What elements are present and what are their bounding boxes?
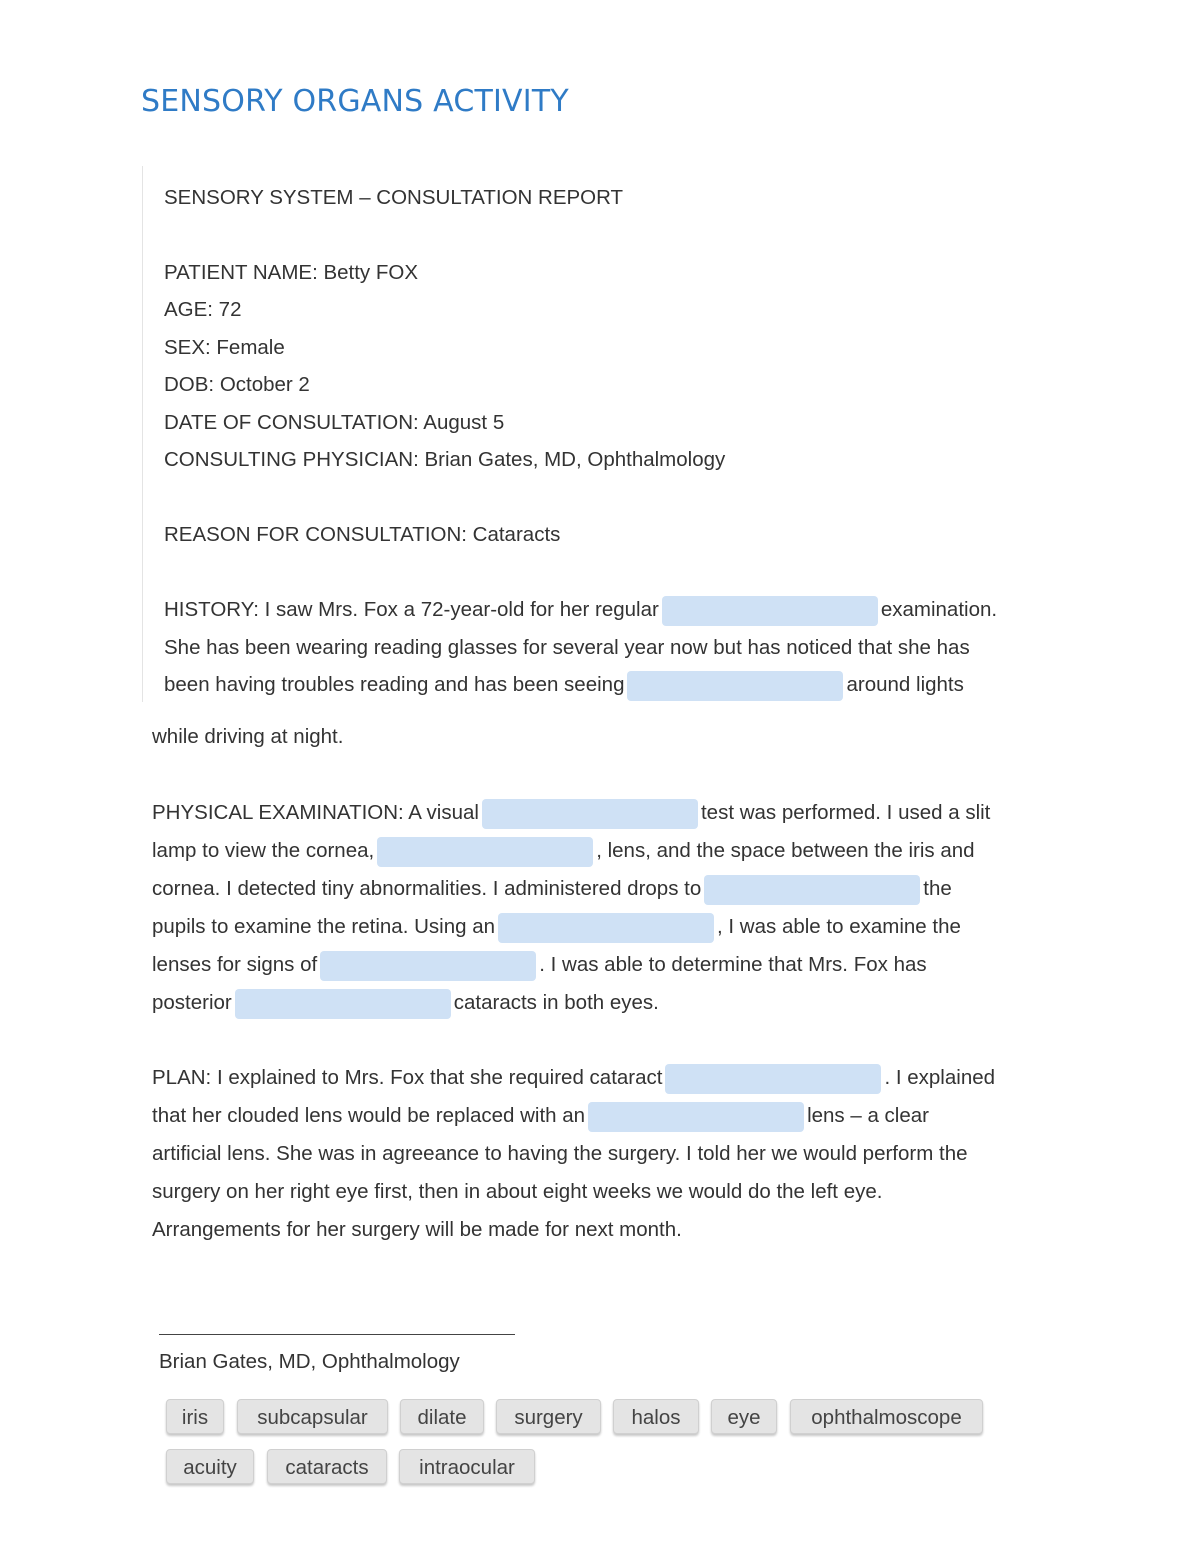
history-text: been having troubles reading and has been seeing [164, 673, 625, 696]
patient-age: AGE: 72 [164, 298, 242, 321]
history-text: examination. [880, 598, 998, 621]
history-text: around lights [846, 673, 964, 696]
word-chip-halos[interactable]: halos [613, 1399, 699, 1434]
plan-line-3: artificial lens. She was in agreeance to having the surgery. I told her we would perform the [152, 1142, 968, 1165]
signature-line [159, 1334, 515, 1335]
word-chip-cataracts[interactable]: cataracts [267, 1449, 387, 1484]
patient-name: PATIENT NAME: Betty FOX [164, 261, 419, 284]
plan-line-5: Arrangements for her surgery will be made for next month. [152, 1218, 682, 1241]
plan-line-2 [152, 1101, 929, 1132]
history-line-3 [164, 670, 964, 701]
word-chip-subcapsular[interactable]: subcapsular [237, 1399, 388, 1434]
exam-text: . I was able to determine that Mrs. Fox has [539, 953, 927, 976]
blank-drop-zone-4[interactable] [377, 837, 593, 867]
page-title: SENSORY ORGANS ACTIVITY [141, 84, 569, 119]
blank-drop-zone-10[interactable] [588, 1102, 804, 1132]
blank-drop-zone-2[interactable] [627, 671, 843, 701]
report-heading: SENSORY SYSTEM – CONSULTATION REPORT [164, 186, 624, 209]
exam-text: , lens, and the space between the iris and [596, 839, 975, 862]
word-chip-eye[interactable]: eye [711, 1399, 777, 1434]
blank-drop-zone-5[interactable] [704, 875, 920, 905]
signature-name: Brian Gates, MD, Ophthalmology [159, 1350, 460, 1373]
word-chip-dilate[interactable]: dilate [400, 1399, 484, 1434]
consultation-reason: REASON FOR CONSULTATION: Cataracts [164, 523, 561, 546]
exam-line-1 [152, 798, 990, 829]
exam-text: lamp to view the cornea, [152, 839, 375, 862]
blank-drop-zone-6[interactable] [498, 913, 714, 943]
exam-line-2 [152, 836, 975, 867]
exam-text: , I was able to examine the [717, 915, 961, 938]
word-chip-ophthalmoscope[interactable]: ophthalmoscope [790, 1399, 983, 1434]
exam-text: pupils to examine the retina. Using an [152, 915, 496, 938]
word-chip-intraocular[interactable]: intraocular [399, 1449, 535, 1484]
patient-sex: SEX: Female [164, 336, 285, 359]
blank-drop-zone-3[interactable] [482, 799, 698, 829]
plan-text: that her clouded lens would be replaced with an [152, 1104, 586, 1127]
exam-text: PHYSICAL EXAMINATION: A visual [152, 801, 479, 824]
consulting-physician: CONSULTING PHYSICIAN: Brian Gates, MD, Ophthalmology [164, 448, 726, 471]
patient-dob: DOB: October 2 [164, 373, 310, 396]
exam-text: cornea. I detected tiny abnormalities. I administered drops to [152, 877, 702, 900]
blank-drop-zone-1[interactable] [662, 596, 878, 626]
exam-text: posterior [152, 991, 232, 1014]
word-chip-acuity[interactable]: acuity [166, 1449, 254, 1484]
history-line-4: while driving at night. [152, 725, 344, 748]
plan-line-4: surgery on her right eye first, then in about eight weeks we would do the left eye. [152, 1180, 883, 1203]
exam-text: the [923, 877, 952, 900]
plan-text: PLAN: I explained to Mrs. Fox that she required cataract [152, 1066, 663, 1089]
blank-drop-zone-9[interactable] [665, 1064, 881, 1094]
exam-line-3 [152, 874, 952, 905]
exam-text: cataracts in both eyes. [453, 991, 659, 1014]
exam-line-6 [152, 988, 659, 1019]
exam-line-4 [152, 912, 961, 943]
plan-text: lens – a clear [807, 1104, 929, 1127]
word-chip-surgery[interactable]: surgery [496, 1399, 601, 1434]
word-chip-iris[interactable]: iris [166, 1399, 224, 1434]
plan-text: . I explained [884, 1066, 996, 1089]
consultation-date: DATE OF CONSULTATION: August 5 [164, 411, 505, 434]
exam-line-5 [152, 950, 927, 981]
blank-drop-zone-7[interactable] [320, 951, 536, 981]
exam-text: test was performed. I used a slit [700, 801, 991, 824]
blank-drop-zone-8[interactable] [235, 989, 451, 1019]
plan-line-1 [152, 1063, 995, 1094]
history-text: HISTORY: I saw Mrs. Fox a 72-year-old for her regular [164, 598, 659, 621]
history-line-1 [164, 595, 997, 626]
exam-text: lenses for signs of [152, 953, 318, 976]
history-line-2: She has been wearing reading glasses for several year now but has noticed that she has [164, 636, 970, 659]
